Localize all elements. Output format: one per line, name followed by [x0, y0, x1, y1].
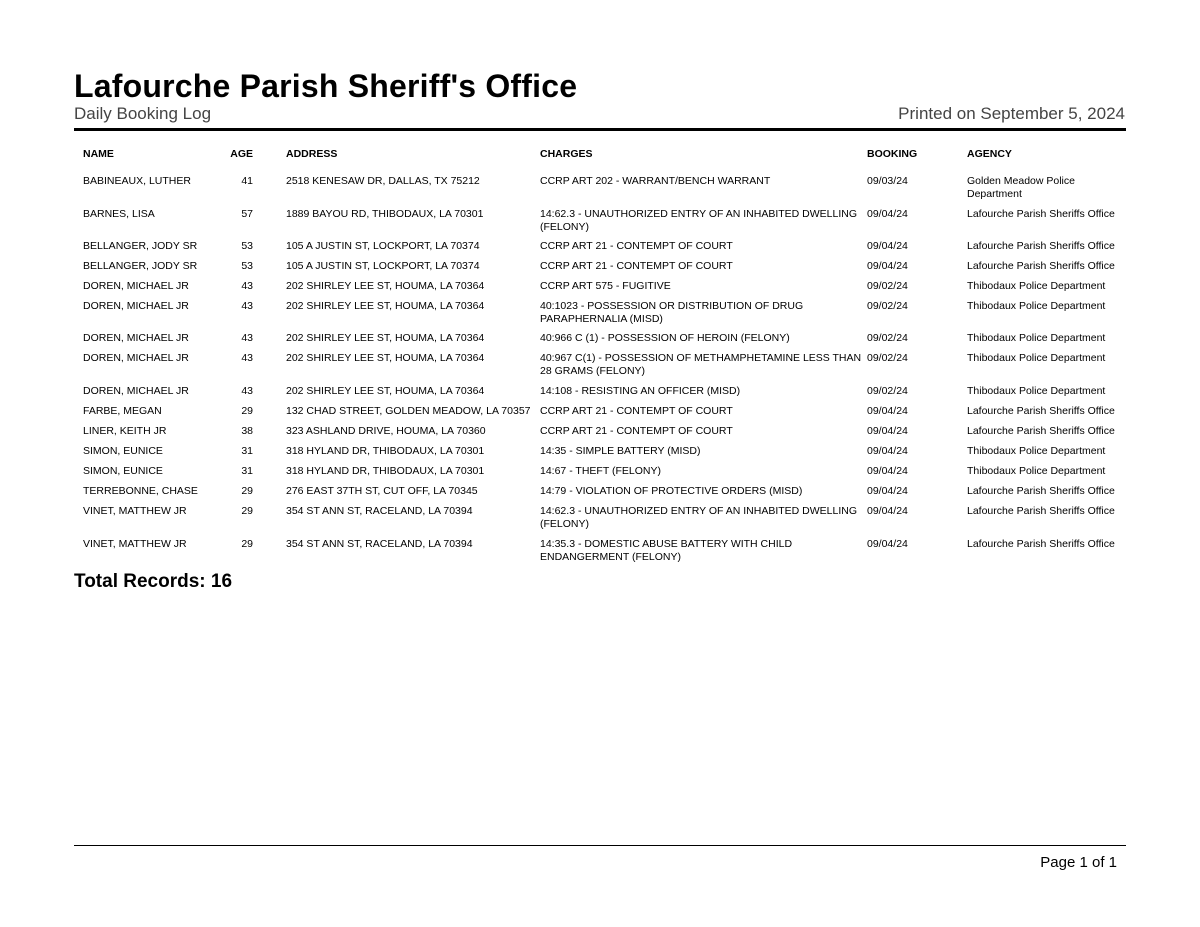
- cell-charges: 40:1023 - POSSESSION OR DISTRIBUTION OF DRUG PARAPHERNALIA (MISD): [540, 300, 804, 325]
- table-row: [80, 332, 1126, 352]
- cell-agency: Thibodaux Police Department: [967, 445, 1106, 457]
- cell-agency: Lafourche Parish Sheriffs Office: [967, 260, 1115, 272]
- cell-charges: 14:62.3 - UNAUTHORIZED ENTRY OF AN INHABITED DWELLING (FELONY): [540, 505, 858, 530]
- cell-booking: 09/04/24: [867, 505, 908, 517]
- cell-booking: 09/04/24: [867, 445, 908, 457]
- cell-name: BABINEAUX, LUTHER: [83, 175, 191, 187]
- cell-age: 29: [241, 485, 253, 497]
- cell-age: 43: [241, 280, 253, 292]
- cell-agency: Lafourche Parish Sheriffs Office: [967, 405, 1115, 417]
- cell-address: 105 A JUSTIN ST, LOCKPORT, LA 70374: [286, 240, 480, 252]
- cell-name: VINET, MATTHEW JR: [83, 538, 187, 550]
- table-row: [80, 505, 1126, 538]
- cell-booking: 09/02/24: [867, 300, 908, 312]
- cell-charges: CCRP ART 21 - CONTEMPT OF COURT: [540, 260, 733, 272]
- cell-charges: 14:35 - SIMPLE BATTERY (MISD): [540, 445, 701, 457]
- cell-address: 354 ST ANN ST, RACELAND, LA 70394: [286, 505, 473, 517]
- cell-age: 43: [241, 352, 253, 364]
- footer-divider: [74, 845, 1126, 846]
- cell-charges: 14:35.3 - DOMESTIC ABUSE BATTERY WITH CHILD ENDANGERMENT (FELONY): [540, 538, 793, 563]
- cell-age: 57: [241, 208, 253, 220]
- table-row: [80, 260, 1126, 280]
- cell-agency: Thibodaux Police Department: [967, 300, 1106, 312]
- cell-name: BARNES, LISA: [83, 208, 155, 220]
- cell-name: DOREN, MICHAEL JR: [83, 280, 189, 292]
- cell-age: 53: [241, 240, 253, 252]
- cell-charges: 14:67 - THEFT (FELONY): [540, 465, 661, 477]
- cell-age: 43: [241, 332, 253, 344]
- cell-booking: 09/02/24: [867, 332, 908, 344]
- cell-booking: 09/02/24: [867, 385, 908, 397]
- cell-address: 202 SHIRLEY LEE ST, HOUMA, LA 70364: [286, 300, 485, 312]
- cell-booking: 09/04/24: [867, 405, 908, 417]
- table-row: [80, 385, 1126, 405]
- cell-agency: Lafourche Parish Sheriffs Office: [967, 485, 1115, 497]
- cell-booking: 09/04/24: [867, 240, 908, 252]
- cell-name: BELLANGER, JODY SR: [83, 260, 198, 272]
- cell-charges: CCRP ART 21 - CONTEMPT OF COURT: [540, 240, 733, 252]
- cell-name: DOREN, MICHAEL JR: [83, 332, 189, 344]
- cell-booking: 09/02/24: [867, 280, 908, 292]
- cell-booking: 09/04/24: [867, 425, 908, 437]
- cell-name: DOREN, MICHAEL JR: [83, 352, 189, 364]
- cell-address: 132 CHAD STREET, GOLDEN MEADOW, LA 70357: [286, 405, 531, 417]
- cell-address: 2518 KENESAW DR, DALLAS, TX 75212: [286, 175, 480, 187]
- cell-agency: Lafourche Parish Sheriffs Office: [967, 425, 1115, 437]
- cell-booking: 09/03/24: [867, 175, 908, 187]
- cell-age: 43: [241, 385, 253, 397]
- cell-age: 29: [241, 538, 253, 550]
- table-row: [80, 208, 1126, 240]
- table-row: [80, 485, 1126, 505]
- cell-agency: Lafourche Parish Sheriffs Office: [967, 208, 1115, 220]
- printed-date: Printed on September 5, 2024: [898, 104, 1125, 123]
- cell-agency: Thibodaux Police Department: [967, 332, 1106, 344]
- cell-charges: 14:62.3 - UNAUTHORIZED ENTRY OF AN INHABITED DWELLING (FELONY): [540, 208, 858, 233]
- column-header-charges: CHARGES: [540, 148, 593, 160]
- cell-booking: 09/04/24: [867, 485, 908, 497]
- page-number: Page 1 of 1: [1040, 854, 1117, 871]
- table-row: [80, 465, 1126, 485]
- table-row: [80, 280, 1126, 300]
- cell-age: 31: [241, 465, 253, 477]
- cell-name: TERREBONNE, CHASE: [83, 485, 198, 497]
- cell-address: 323 ASHLAND DRIVE, HOUMA, LA 70360: [286, 425, 486, 437]
- column-header-agency: AGENCY: [967, 148, 1012, 160]
- cell-charges: 14:79 - VIOLATION OF PROTECTIVE ORDERS (MISD): [540, 485, 803, 497]
- cell-address: 354 ST ANN ST, RACELAND, LA 70394: [286, 538, 473, 550]
- cell-charges: CCRP ART 21 - CONTEMPT OF COURT: [540, 405, 733, 417]
- table-row: [80, 300, 1126, 332]
- cell-name: BELLANGER, JODY SR: [83, 240, 198, 252]
- cell-age: 29: [241, 505, 253, 517]
- table-row: [80, 405, 1126, 425]
- cell-name: LINER, KEITH JR: [83, 425, 167, 437]
- cell-address: 105 A JUSTIN ST, LOCKPORT, LA 70374: [286, 260, 480, 272]
- cell-booking: 09/02/24: [867, 352, 908, 364]
- cell-address: 202 SHIRLEY LEE ST, HOUMA, LA 70364: [286, 352, 485, 364]
- cell-name: VINET, MATTHEW JR: [83, 505, 187, 517]
- cell-age: 41: [241, 175, 253, 187]
- cell-agency: Thibodaux Police Department: [967, 352, 1106, 364]
- header-divider: [74, 128, 1126, 131]
- column-header-age: AGE: [230, 148, 253, 160]
- cell-agency: Lafourche Parish Sheriffs Office: [967, 240, 1115, 252]
- table-row: [80, 352, 1126, 385]
- cell-age: 53: [241, 260, 253, 272]
- booking-log-table: [80, 148, 1126, 568]
- cell-booking: 09/04/24: [867, 260, 908, 272]
- cell-charges: 14:108 - RESISTING AN OFFICER (MISD): [540, 385, 741, 397]
- cell-agency: Golden Meadow Police Department: [967, 175, 1075, 200]
- report-subtitle: Daily Booking Log: [74, 104, 212, 123]
- cell-age: 38: [241, 425, 253, 437]
- cell-booking: 09/04/24: [867, 538, 908, 550]
- cell-agency: Lafourche Parish Sheriffs Office: [967, 538, 1115, 550]
- cell-address: 1889 BAYOU RD, THIBODAUX, LA 70301: [286, 208, 484, 220]
- table-row: [80, 538, 1126, 568]
- cell-address: 202 SHIRLEY LEE ST, HOUMA, LA 70364: [286, 332, 485, 344]
- table-row: [80, 445, 1126, 465]
- table-row: [80, 425, 1126, 445]
- cell-address: 318 HYLAND DR, THIBODAUX, LA 70301: [286, 445, 485, 457]
- cell-booking: 09/04/24: [867, 208, 908, 220]
- cell-charges: 40:966 C (1) - POSSESSION OF HEROIN (FELONY): [540, 332, 790, 344]
- table-header-row: [80, 148, 1126, 175]
- table-row: [80, 240, 1126, 260]
- column-header-name: NAME: [83, 148, 114, 160]
- cell-address: 202 SHIRLEY LEE ST, HOUMA, LA 70364: [286, 280, 485, 292]
- cell-name: FARBE, MEGAN: [83, 405, 162, 417]
- column-header-address: ADDRESS: [286, 148, 338, 160]
- cell-name: DOREN, MICHAEL JR: [83, 300, 189, 312]
- cell-age: 43: [241, 300, 253, 312]
- cell-agency: Thibodaux Police Department: [967, 280, 1106, 292]
- total-records: Total Records: 16: [74, 571, 233, 592]
- report-title: Lafourche Parish Sheriff's Office: [74, 68, 578, 104]
- cell-charges: CCRP ART 575 - FUGITIVE: [540, 280, 671, 292]
- cell-booking: 09/04/24: [867, 465, 908, 477]
- column-header-booking: BOOKING: [867, 148, 918, 160]
- cell-agency: Thibodaux Police Department: [967, 385, 1106, 397]
- cell-name: SIMON, EUNICE: [83, 465, 163, 477]
- cell-address: 318 HYLAND DR, THIBODAUX, LA 70301: [286, 465, 485, 477]
- cell-charges: CCRP ART 21 - CONTEMPT OF COURT: [540, 425, 733, 437]
- cell-address: 276 EAST 37TH ST, CUT OFF, LA 70345: [286, 485, 478, 497]
- cell-age: 29: [241, 405, 253, 417]
- cell-name: DOREN, MICHAEL JR: [83, 385, 189, 397]
- table-body: [80, 175, 1126, 568]
- cell-address: 202 SHIRLEY LEE ST, HOUMA, LA 70364: [286, 385, 485, 397]
- cell-agency: Thibodaux Police Department: [967, 465, 1106, 477]
- table-row: [80, 175, 1126, 208]
- cell-agency: Lafourche Parish Sheriffs Office: [967, 505, 1115, 517]
- cell-charges: 40:967 C(1) - POSSESSION OF METHAMPHETAMINE LESS THAN 28 GRAMS (FELONY): [540, 352, 862, 377]
- cell-age: 31: [241, 445, 253, 457]
- cell-name: SIMON, EUNICE: [83, 445, 163, 457]
- cell-charges: CCRP ART 202 - WARRANT/BENCH WARRANT: [540, 175, 771, 187]
